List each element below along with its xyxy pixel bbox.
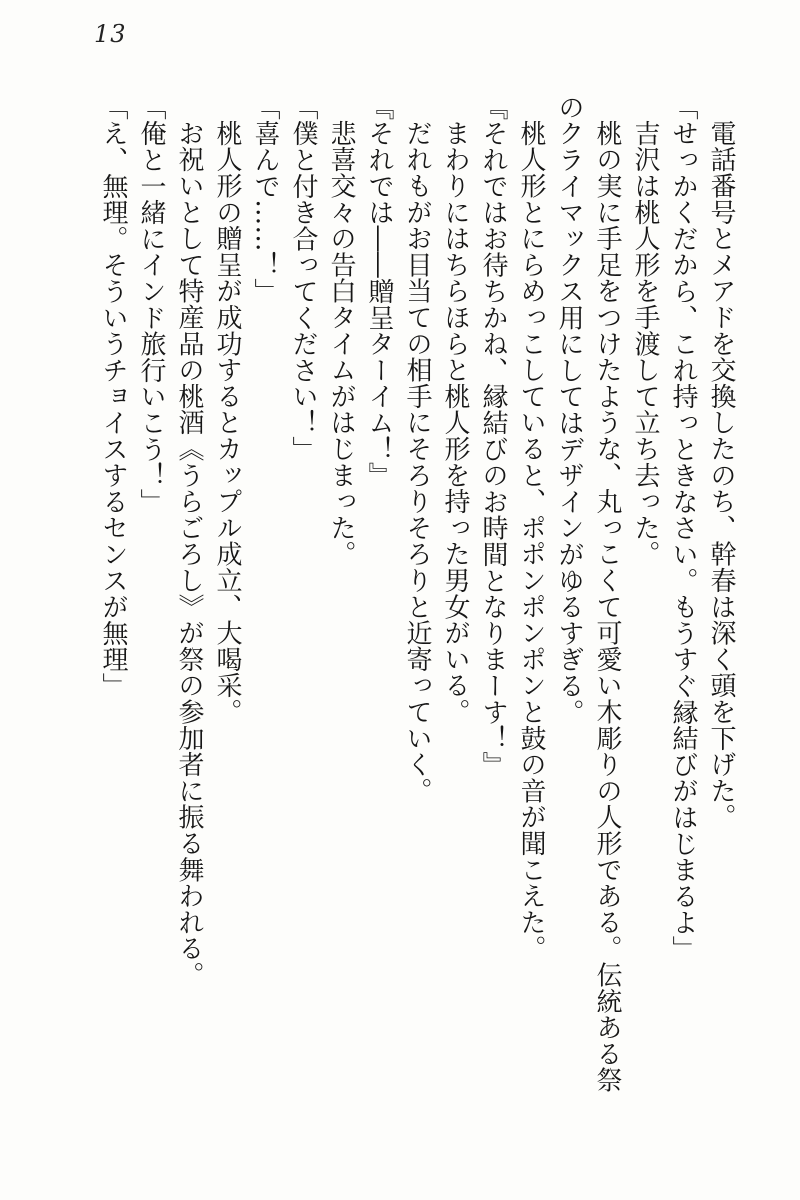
paragraph: 『それではお待ちかね、縁結びのお時間となりまーす！』 xyxy=(478,94,508,778)
paragraph: 「俺と一緒にインド旅行いこう！」 xyxy=(136,94,166,515)
paragraph: 電話番号とメアドを交換したのち、幹春は深く頭を下げた。 xyxy=(706,120,736,831)
paragraph: まわりにはちらほらと桃人形を持った男女がいる。 xyxy=(440,120,470,725)
paragraph: 「喜んで……！」 xyxy=(250,94,280,305)
paragraph: 「僕と付き合ってください！」 xyxy=(288,94,318,463)
paragraph: 『それでは――贈呈ターイム！』 xyxy=(364,94,394,489)
paragraph: 桃人形の贈呈が成功するとカップル成立、大喝采。 xyxy=(212,120,242,725)
paragraph: 桃人形とにらめっこしていると、ポポンポンポンと鼓の音が聞こえた。 xyxy=(516,120,546,962)
paragraph: 「せっかくだから、これ持っときなさい。もうすぐ縁結びがはじまるよ」 xyxy=(668,94,698,962)
paragraph: 悲喜交々の告白タイムがはじまった。 xyxy=(326,120,356,568)
paragraph: 桃の実に手足をつけたような、丸っこくて可愛い木彫りの人形である。伝統ある祭のクライマックス用にしてはデザインがゆるすぎる。 xyxy=(554,94,622,1094)
paragraph: お祝いとして特産品の桃酒《うらごろし》が祭の参加者に振る舞われる。 xyxy=(174,120,204,988)
novel-text-block xyxy=(94,94,740,1094)
paragraph: だれもがお目当ての相手にそろりそろりと近寄っていく。 xyxy=(402,120,432,804)
paragraph: 吉沢は桃人形を手渡して立ち去った。 xyxy=(630,120,660,568)
paragraph: 「え、無理。そういうチョイスするセンスが無理」 xyxy=(98,94,128,699)
page-number: 13 xyxy=(94,20,127,48)
